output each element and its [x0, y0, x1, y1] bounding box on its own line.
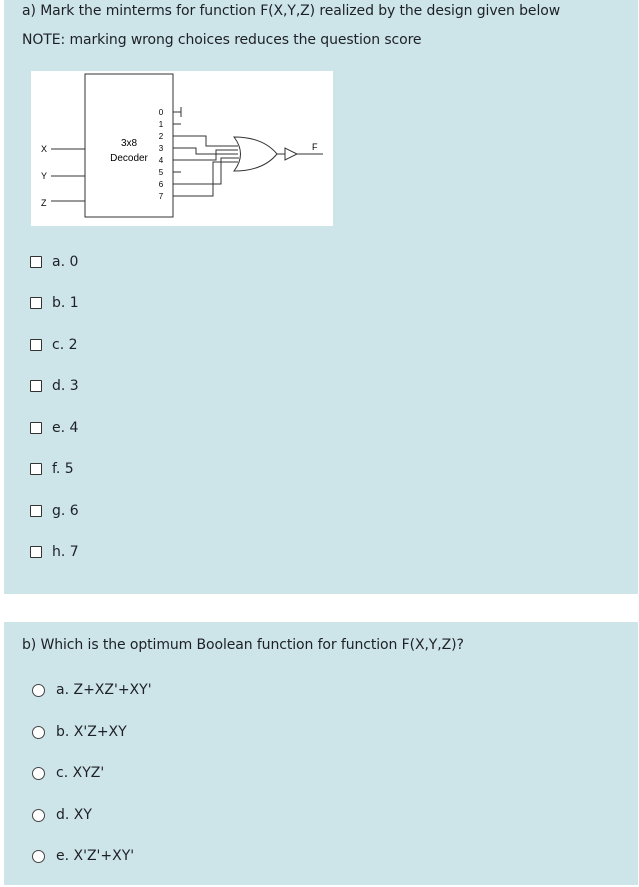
decoder-circuit-diagram — [31, 71, 333, 226]
option-label: a. Z+XZ'+XY' — [56, 682, 152, 698]
option-b-b[interactable] — [32, 723, 127, 741]
option-label: c. 2 — [52, 337, 78, 353]
question-a-title: a) Mark the minterms for function F(X,Y,Z) realized by the design given below — [22, 3, 561, 19]
decoder-circuit-figure — [31, 71, 333, 226]
output-label-2: 2 — [158, 132, 164, 141]
output-label-7: 7 — [158, 192, 164, 201]
decoder-output-wires — [173, 107, 239, 196]
option-b-d[interactable] — [32, 806, 92, 824]
option-label: b. 1 — [52, 295, 79, 311]
option-c-2[interactable] — [30, 336, 78, 354]
option-label: e. X'Z'+XY' — [56, 848, 135, 864]
buffer-gate — [285, 148, 297, 160]
input-label-y: Y — [41, 171, 48, 181]
option-b-c[interactable] — [32, 764, 104, 782]
output-label-4: 4 — [158, 156, 164, 165]
checkbox[interactable] — [30, 256, 42, 268]
radio-button[interactable] — [32, 684, 45, 697]
checkbox[interactable] — [30, 422, 42, 434]
output-label-5: 5 — [158, 168, 164, 177]
question-b-panel — [4, 622, 638, 885]
option-b-1[interactable] — [30, 294, 79, 312]
output-label-1: 1 — [158, 120, 164, 129]
question-b-title: b) Which is the optimum Boolean function for function F(X,Y,Z)? — [22, 637, 464, 653]
option-f-5[interactable] — [30, 460, 74, 478]
checkbox[interactable] — [30, 505, 42, 517]
option-b-e[interactable] — [32, 847, 134, 865]
radio-button[interactable] — [32, 726, 45, 739]
output-label-f: F — [312, 142, 318, 152]
option-d-3[interactable] — [30, 377, 79, 395]
option-g-6[interactable] — [30, 502, 79, 520]
or-gate — [234, 137, 277, 171]
checkbox[interactable] — [30, 380, 42, 392]
radio-button[interactable] — [32, 767, 45, 780]
option-label: b. X'Z+XY — [56, 724, 127, 740]
checkbox[interactable] — [30, 463, 42, 475]
checkbox[interactable] — [30, 339, 42, 351]
option-label: h. 7 — [52, 544, 79, 560]
question-a-panel — [4, 0, 638, 594]
output-label-0: 0 — [158, 108, 164, 117]
output-label-6: 6 — [158, 180, 164, 189]
option-label: e. 4 — [52, 420, 79, 436]
radio-button[interactable] — [32, 809, 45, 822]
option-label: d. 3 — [52, 378, 79, 394]
option-label: c. XYZ' — [56, 765, 105, 781]
option-label: d. XY — [56, 807, 92, 823]
decoder-label-size: 3x8 — [120, 138, 138, 149]
option-b-a[interactable] — [32, 681, 152, 699]
option-label: g. 6 — [52, 503, 79, 519]
option-e-4[interactable] — [30, 419, 78, 437]
input-label-z: Z — [41, 198, 47, 208]
radio-button[interactable] — [32, 850, 45, 863]
output-label-3: 3 — [158, 144, 164, 153]
option-h-7[interactable] — [30, 543, 79, 561]
option-label: a. 0 — [52, 254, 79, 270]
checkbox[interactable] — [30, 297, 42, 309]
decoder-label-name: Decoder — [110, 153, 148, 164]
checkbox[interactable] — [30, 546, 42, 558]
option-a-0[interactable] — [30, 253, 78, 271]
question-a-note: NOTE: marking wrong choices reduces the question score — [22, 32, 422, 48]
option-label: f. 5 — [52, 461, 74, 477]
input-label-x: X — [41, 144, 48, 154]
